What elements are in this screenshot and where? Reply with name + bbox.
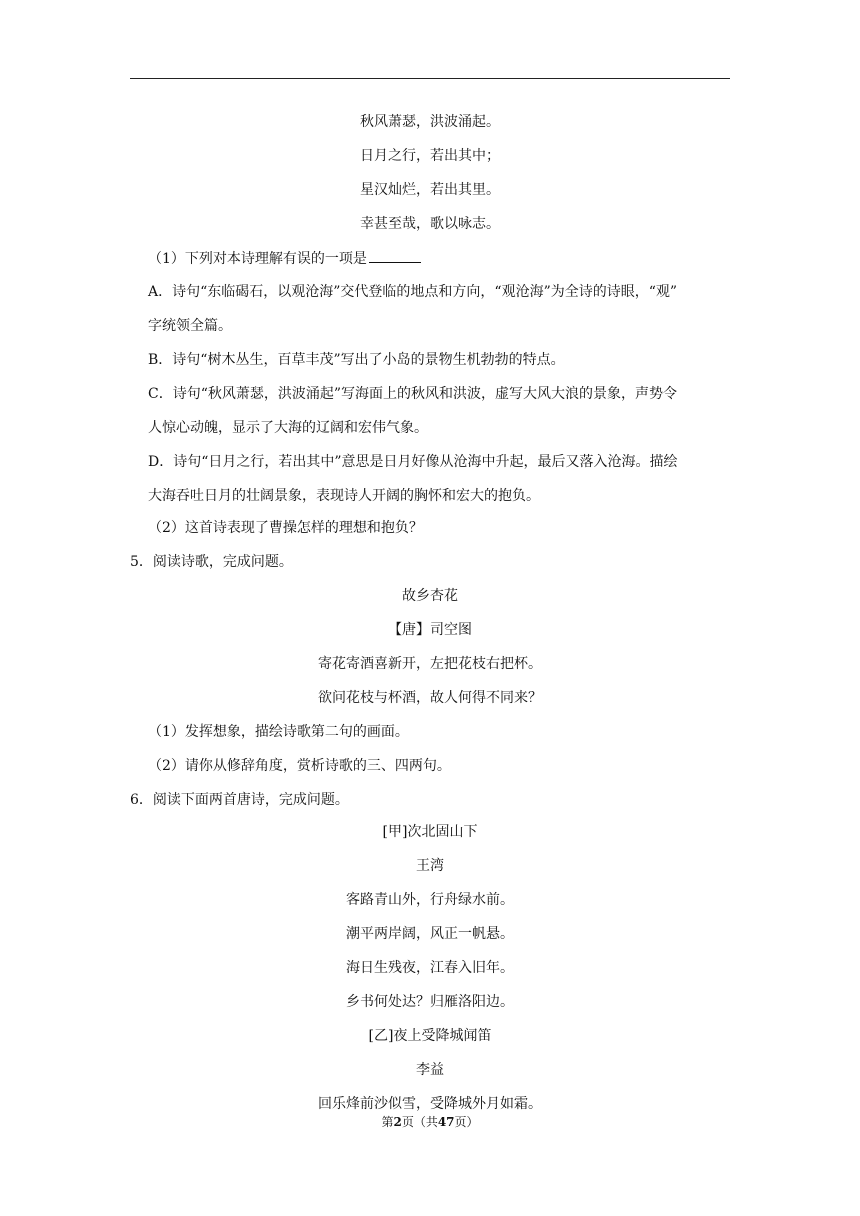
poem-line: 秋风萧瑟，洪波涌起。 — [360, 114, 500, 130]
option-b: B．诗句“树木丛生，百草丰茂”写出了小岛的景物生机勃勃的特点。 — [148, 352, 565, 368]
poem-line: 回乐烽前沙似雪，受降城外月如霜。 — [318, 1096, 542, 1112]
poem-line: 乡书何处达？归雁洛阳边。 — [346, 994, 514, 1010]
poem-line: 幸甚至哉，歌以咏志。 — [360, 216, 500, 232]
option-c-cont: 人惊心动魄，显示了大海的辽阔和宏伟气象。 — [148, 420, 428, 436]
poem-title: 故乡杏花 — [402, 588, 458, 604]
poem-line: 寄花寄酒喜新开，左把花枝右把杯。 — [318, 656, 542, 672]
footer-text: 第 — [381, 1115, 394, 1129]
option-c: C．诗句“秋风萧瑟，洪波涌起”写海面上的秋风和洪波，虚写大风大浪的景象，声势令 — [148, 386, 678, 402]
footer-text: 页（共 — [401, 1115, 438, 1129]
question-5-heading: 5．阅读诗歌，完成问题。 — [130, 554, 293, 570]
poem-line: 欲问花枝与杯酒，故人何得不同来？ — [318, 690, 542, 706]
header-rule — [130, 78, 730, 79]
question-6-heading: 6．阅读下面两首唐诗，完成问题。 — [130, 792, 349, 808]
poem-author: 王湾 — [416, 858, 444, 874]
poem-line: 客路青山外，行舟绿水前。 — [346, 892, 514, 908]
page-number: 2 — [393, 1115, 402, 1129]
poem-title: [乙]夜上受降城闻笛 — [368, 1028, 492, 1044]
option-d-cont: 大海吞吐日月的壮阔景象，表现诗人开阔的胸怀和宏大的抱负。 — [148, 488, 540, 504]
page-total: 47 — [437, 1115, 455, 1129]
poem-author: 【唐】司空图 — [388, 622, 472, 638]
question-5-sub-2: （2）请你从修辞角度，赏析诗歌的三、四两句。 — [148, 758, 451, 774]
poem-title: [甲]次北固山下 — [382, 824, 478, 840]
question-5-sub-1: （1）发挥想象，描绘诗歌第二句的画面。 — [148, 724, 409, 740]
poem-author: 李益 — [416, 1062, 444, 1078]
poem-line: 星汉灿烂，若出其里。 — [360, 182, 500, 198]
option-a: A．诗句“东临碣石，以观沧海”交代登临的地点和方向，“观沧海”为全诗的诗眼，“观” — [148, 284, 678, 300]
question-text: （1）下列对本诗理解有误的一项是 — [148, 251, 367, 267]
page-footer — [130, 1112, 730, 1132]
poem-line: 潮平两岸阔，风正一帆悬。 — [346, 926, 514, 942]
question-4-sub-2: （2）这首诗表现了曹操怎样的理想和抱负？ — [148, 520, 423, 536]
answer-blank — [369, 248, 421, 263]
poem-line: 海日生残夜，江春入旧年。 — [346, 960, 514, 976]
footer-text: 页） — [454, 1115, 479, 1129]
poem-line: 日月之行，若出其中； — [360, 148, 500, 164]
option-a-cont: 字统领全篇。 — [148, 318, 232, 334]
option-d: D．诗句“日月之行，若出其中”意思是日月好像从沧海中升起，最后又落入沧海。描绘 — [148, 454, 678, 470]
question-4-sub-1 — [148, 248, 421, 269]
